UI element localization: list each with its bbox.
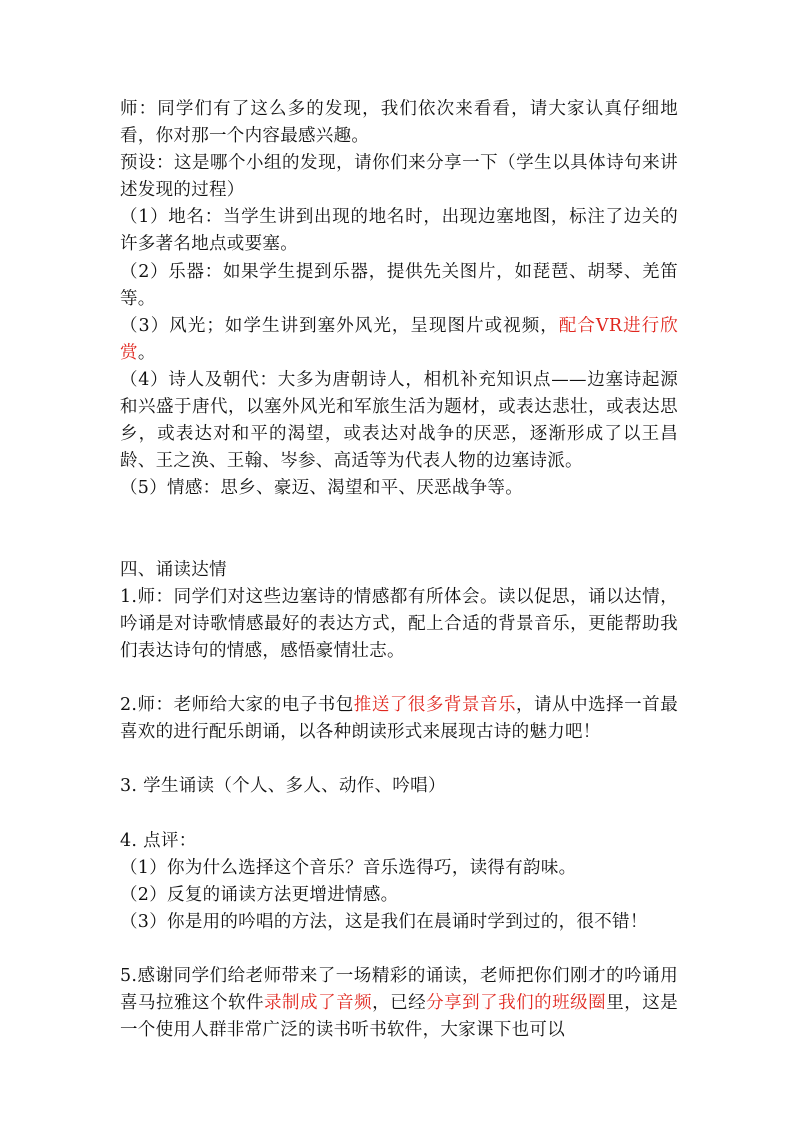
spacer xyxy=(120,502,678,556)
step-2 xyxy=(120,692,678,746)
step-2-text: 2.师：老师给大家的电子书包 xyxy=(120,695,354,716)
highlight-class-circle: 分享到了我们的班级圈 xyxy=(426,993,607,1014)
step-4: 4. 点评： xyxy=(120,830,197,851)
step-3: 3. 学生诵读（个人、多人、动作、吟唱） xyxy=(120,776,446,797)
highlight-music: 推送了很多背景音乐 xyxy=(353,695,517,716)
scenery-text: （3）风光；如学生讲到塞外风光，呈现图片或视频， xyxy=(120,315,559,336)
document-body xyxy=(120,96,678,1044)
spacer xyxy=(120,936,678,963)
list-item-place-names: （1）地名：当学生讲到出现的地名时，出现边塞地图，标注了边关的许多著名地点或要塞。 xyxy=(120,207,678,255)
step-5 xyxy=(120,963,678,1044)
highlight-vr: 配合VR进行欣赏 xyxy=(120,315,678,363)
step-1: 1.师：同学们对这些边塞诗的情感都有所体会。读以促思，诵以达情，吟诵是对诗歌情感最好的表达方式，配上合适的背景音乐，更能帮助我们表达诗句的情感，感悟豪情壮志。 xyxy=(120,586,678,661)
step-5-text-end: 里，这是一个使用人群非常广泛的读书听书软件，大家课下也可以 xyxy=(120,993,679,1041)
paragraph-preset: 预设：这是哪个小组的发现，请你们来分享一下（学生以具体诗句来讲述发现的过程） xyxy=(120,153,678,201)
spacer xyxy=(120,800,678,827)
comment-3: （3）你是用的吟唱的方法，这是我们在晨诵时学到过的，很不错！ xyxy=(120,911,648,932)
comment-2: （2）反复的诵读方法更增进情感。 xyxy=(120,884,399,905)
list-item-instruments: （2）乐器：如果学生提到乐器，提供先关图片，如琵琶、胡琴、羌笛等。 xyxy=(120,261,678,309)
list-item-scenery xyxy=(120,313,678,367)
spacer xyxy=(120,665,678,692)
list-item-poets: （4）诗人及朝代：大多为唐朝诗人，相机补充知识点——边塞诗起源和兴盛于唐代，以塞外风光和军旅生活为题材，或表达悲壮，或表达思乡，或表达对和平的渴望，或表达对战争的厌恶，逐渐形成了以王昌龄、王之涣、王翰、岑参、高适等为代表人物的边塞诗派。 xyxy=(120,369,678,472)
step-5-text-mid: ，已经 xyxy=(372,993,427,1014)
comment-1: （1）你为什么选择这个音乐？音乐选得巧，读得有韵味。 xyxy=(120,857,577,878)
list-item-emotions: （5）情感：思乡、豪迈、渴望和平、厌恶战争等。 xyxy=(120,478,524,499)
paragraph-teacher-intro: 师：同学们有了这么多的发现，我们依次来看看，请大家认真仔细地看，你对那一个内容最感兴趣。 xyxy=(120,99,678,147)
spacer xyxy=(120,746,678,773)
scenery-end: 。 xyxy=(137,342,156,363)
step-5-text: 5.感谢同学们给老师带来了一场精彩的诵读，老师把你们刚才的吟诵用喜马拉雅这个软件 xyxy=(120,966,678,1014)
highlight-audio: 录制成了音频 xyxy=(264,993,373,1014)
step-2-text-end: ，请从中选择一首最喜欢的进行配乐朗诵，以各种朗读形式来展现古诗的魅力吧！ xyxy=(120,695,678,743)
section-heading: 四、诵读达情 xyxy=(120,559,227,580)
